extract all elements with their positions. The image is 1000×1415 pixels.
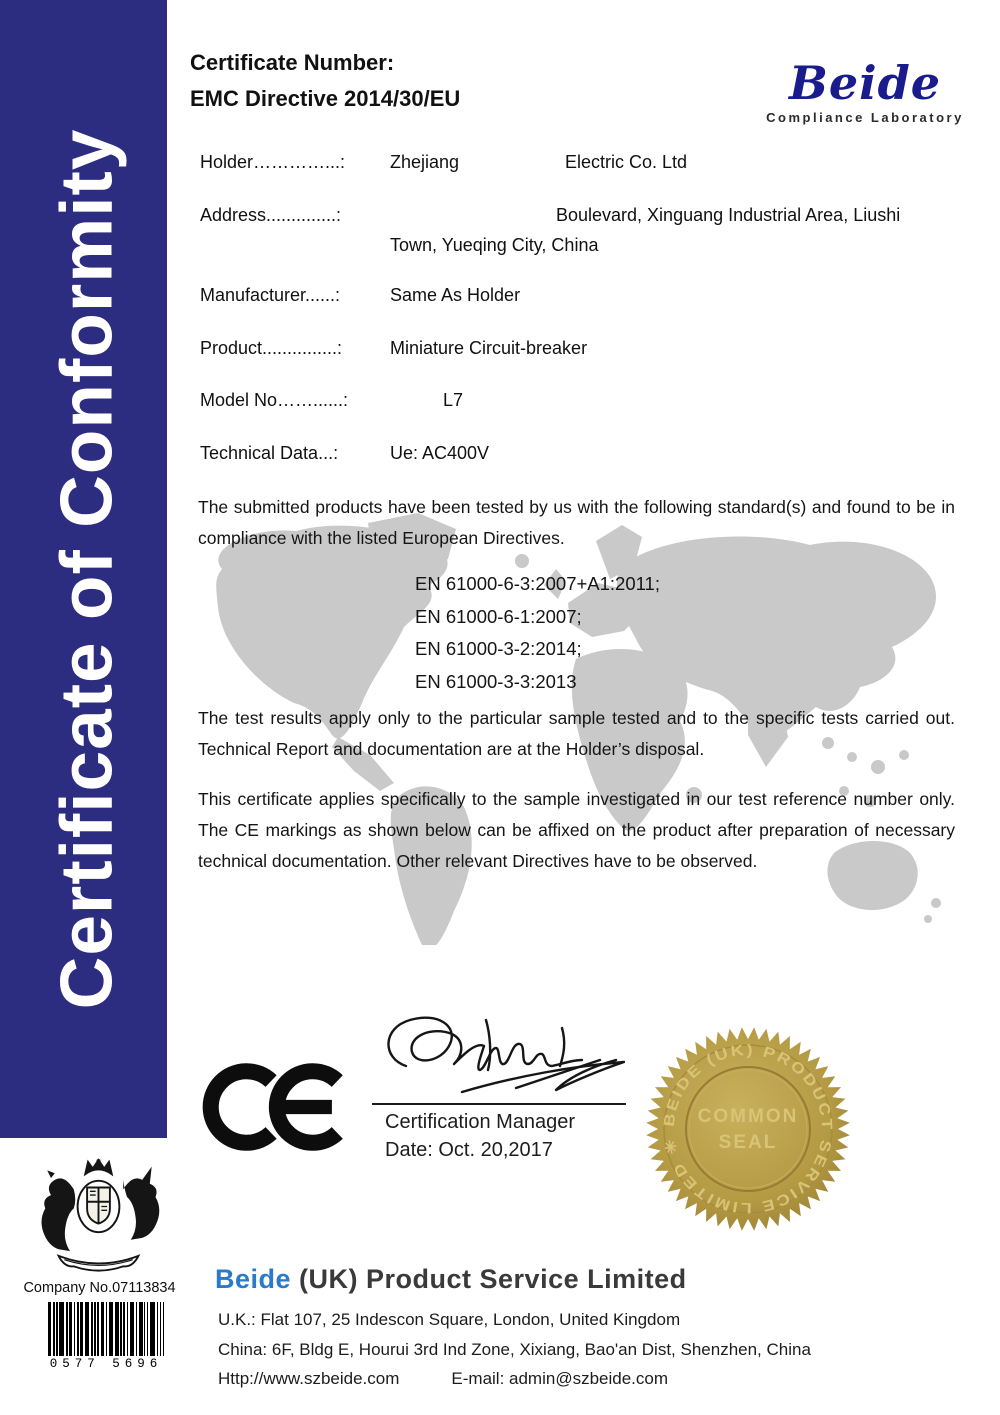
standard-item: EN 61000-6-1:2007; [415,605,582,627]
footer-company-name [215,1264,687,1295]
product-value: Miniature Circuit-breaker [390,338,588,358]
standards-list [415,568,660,698]
standard-item: EN 61000-6-3:2007+A1:2011; [415,573,660,594]
seal-ring-text: BEIDE (UK) PRODUCT SERVICE LIMITED ✳ [660,1041,836,1217]
logo-subtitle: Compliance Laboratory [766,110,964,125]
signature-rule [372,1103,626,1105]
barcode-digits: 0577 5696 [49,1357,163,1371]
footer-company-name-highlight: Beide [215,1264,292,1294]
seal-center-line2: SEAL [718,1132,778,1153]
model-label: Model No……......: [200,390,349,410]
paragraph-certificate-scope: This certificate applies specifically to the sample investigated in our test reference number only. The CE markings as shown below can be affixed on the product after preparation of necessary technical documentation. Other relevant Directives have to be observed. [198,789,955,871]
holder-value-1: Zhejiang [390,152,460,172]
directive-title: EMC Directive 2014/30/EU [190,86,461,111]
footer-uk-address: U.K.: Flat 107, 25 Indescon Square, London, United Kingdom [218,1310,681,1329]
side-banner [0,0,167,1138]
common-seal [645,1022,851,1236]
footer-china-address: China: 6F, Bldg E, Hourui 3rd Ind Zone, Xixiang, Bao'an Dist, Shenzhen, China [218,1340,811,1359]
footer-web-email [218,1369,668,1389]
lab-logo [760,58,970,125]
side-banner-title: Certificate of Conformity [46,128,128,1010]
holder-value-2: Electric Co. Ltd [565,152,688,172]
footer-company-name-rest: (UK) Product Service Limited [291,1264,687,1294]
standard-item: EN 61000-3-3:2013 [415,670,577,692]
standard-item: EN 61000-3-2:2014; [415,638,582,659]
holder-label: Holder…………...: [200,152,346,172]
ce-marking-icon [196,1056,348,1158]
paragraph-test-results: The test results apply only to the particular sample tested and to the specific tests carried out. Technical Report and documentation are at the Holder’s disposal. [198,708,955,759]
address-line1: Boulevard, Xinguang Industrial Area, Liushi [556,205,901,225]
footer-email: E-mail: admin@szbeide.com [451,1369,669,1388]
royal-coat-of-arms [32,1156,165,1276]
address-line2: Town, Yueqing City, China [390,235,599,255]
technical-value: Ue: AC400V [390,443,490,463]
address-label: Address..............: [200,205,342,225]
manufacturer-label: Manufacturer......: [200,285,341,305]
certificate-number-label: Certificate Number: [190,50,395,75]
technical-label: Technical Data...: [200,443,339,463]
company-number: Company No.07113834 [23,1280,176,1296]
signature [366,1008,634,1104]
logo-wordmark: Beide [788,56,942,110]
footer-website: Http://www.szbeide.com [218,1369,400,1388]
signature-date: Date: Oct. 20,2017 [385,1139,553,1161]
product-label: Product...............: [200,338,343,358]
manufacturer-value: Same As Holder [390,285,521,305]
seal-center-line1: COMMON [697,1106,799,1127]
paragraph-intro: The submitted products have been tested by us with the following standard(s) and found to be in compliance with the listed European Directives. [198,497,955,548]
signature-role: Certification Manager [385,1111,576,1133]
model-value: L7 [443,390,464,410]
